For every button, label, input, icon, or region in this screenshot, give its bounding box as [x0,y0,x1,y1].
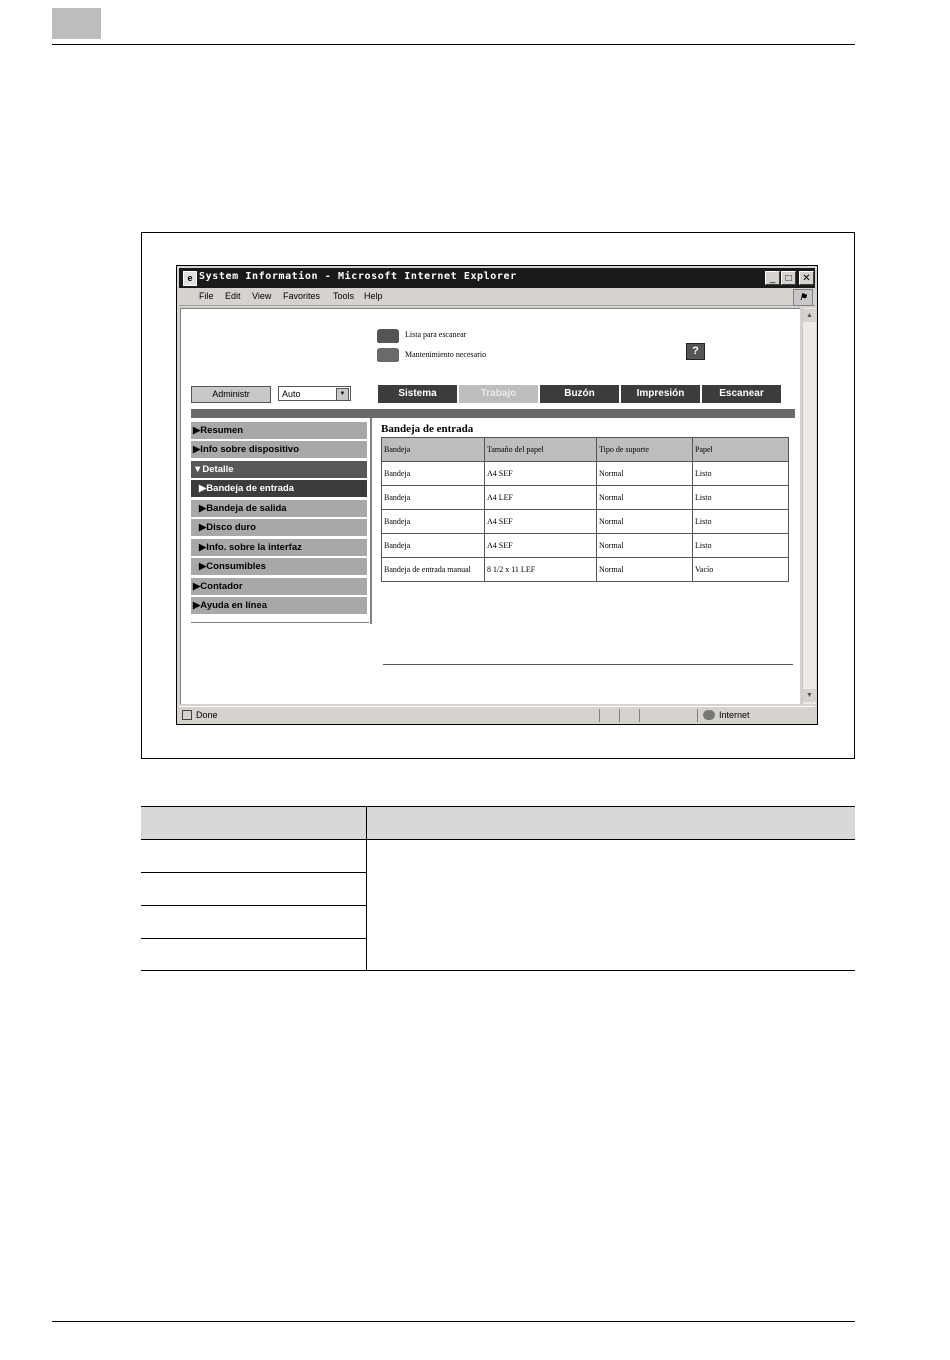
status-maintenance: Mantenimiento necesario [405,350,487,359]
table-cell: A4 LEF [485,486,597,510]
table-cell: Normal [597,534,693,558]
status-bar [179,706,815,724]
table-row [382,486,789,510]
table-row [382,534,789,558]
status-zone: Internet [719,710,750,720]
globe-icon [703,710,715,720]
minimize-button[interactable]: _ [765,271,780,285]
sidebar-item-resumen[interactable]: ▶Resumen [191,422,367,440]
header-rule [52,44,855,45]
table-cell: A4 SEF [485,510,597,534]
admin-button[interactable]: Administr [191,386,271,403]
scroll-up-icon[interactable]: ▲ [803,309,816,322]
tab-sistema[interactable]: Sistema [378,385,457,403]
column-header: Papel [693,438,789,462]
table-cell: Bandeja [382,462,485,486]
sidebar-item-consumibles[interactable]: ▶Consumibles [191,558,367,576]
sidebar-item-bandeja-salida[interactable]: ▶Bandeja de salida [191,500,367,518]
menu-view[interactable]: View [252,291,272,301]
doc-table-row-rule [141,905,366,906]
sidebar-divider [370,418,372,624]
table-cell: A4 SEF [485,462,597,486]
table-cell: Listo [693,534,789,558]
content-bottom-rule [383,664,793,665]
table-cell: Listo [693,486,789,510]
table-cell: Normal [597,510,693,534]
doc-table-row-rule [141,938,366,939]
language-select-value: Auto [282,389,301,399]
status-scan-ready: Lista para escanear [405,330,467,339]
sidebar-item-ayuda[interactable]: ▶Ayuda en línea [191,597,367,615]
footer-rule [52,1321,855,1322]
printer-icon [377,348,399,362]
doc-table-column-divider [366,806,367,971]
section-title: Bandeja de entrada [381,423,474,435]
window-title: System Information - Microsoft Internet Explorer [199,271,517,282]
menu-bar [179,288,815,306]
chapter-number-box [52,8,101,39]
table-cell: Bandeja de entrada manual [382,558,485,582]
page-done-icon [182,710,192,720]
doc-table-header [141,806,855,840]
sidebar-item-info-dispositivo[interactable]: ▶Info sobre dispositivo [191,441,367,459]
browser-window [176,265,818,725]
tray-table [381,437,789,582]
vertical-scrollbar[interactable] [802,308,816,704]
status-divider [599,709,600,722]
table-cell: Normal [597,486,693,510]
maximize-button[interactable]: □ [781,271,796,285]
title-bar [179,268,815,288]
tab-trabajo[interactable]: Trabajo [459,385,538,403]
status-divider [619,709,620,722]
table-cell: Normal [597,462,693,486]
windows-logo-icon: ⚑ [793,289,813,306]
tab-underline-bar [191,409,795,418]
status-done: Done [196,710,218,720]
table-row [382,558,789,582]
table-header-row [382,438,789,462]
column-header: Tipo de suporte [597,438,693,462]
scroll-down-icon[interactable]: ▼ [803,689,816,702]
menu-edit[interactable]: Edit [225,291,241,301]
tab-impresion[interactable]: Impresión [621,385,700,403]
close-button[interactable]: ✕ [799,271,814,285]
menu-tools[interactable]: Tools [333,291,355,301]
column-header: Bandeja [382,438,485,462]
sidebar-bottom-rule [191,622,369,623]
sidebar-item-bandeja-entrada[interactable]: ▶Bandeja de entrada [191,480,367,498]
menu-file[interactable]: File [199,291,214,301]
table-cell: Bandeja [382,534,485,558]
tab-buzon[interactable]: Buzón [540,385,619,403]
table-cell: Bandeja [382,486,485,510]
table-cell: Bandeja [382,510,485,534]
doc-table-row-rule [141,872,366,873]
sidebar-item-disco-duro[interactable]: ▶Disco duro [191,519,367,537]
sidebar-item-contador[interactable]: ▶Contador [191,578,367,596]
column-header: Tamaño del papel [485,438,597,462]
table-cell: Listo [693,462,789,486]
table-row [382,462,789,486]
status-divider [639,709,640,722]
chevron-down-icon: ▼ [336,388,349,401]
page-viewport [180,308,800,704]
table-cell: Vacío [693,558,789,582]
tab-escanear[interactable]: Escanear [702,385,781,403]
status-divider [697,709,698,722]
ie-page-icon: e [183,271,197,286]
menu-help[interactable]: Help [364,291,383,301]
table-cell: Normal [597,558,693,582]
table-row [382,510,789,534]
table-cell: Listo [693,510,789,534]
menu-favorites[interactable]: Favorites [283,291,321,301]
sidebar-item-interfaz[interactable]: ▶Info. sobre la interfaz [191,539,367,557]
scanner-icon [377,329,399,343]
help-button[interactable]: ? [686,343,705,360]
language-select[interactable] [278,386,351,401]
table-cell: A4 SEF [485,534,597,558]
doc-table-bottom-rule [141,970,855,971]
sidebar-item-detalle[interactable]: ▼Detalle [191,461,367,479]
table-cell: 8 1/2 x 11 LEF [485,558,597,582]
